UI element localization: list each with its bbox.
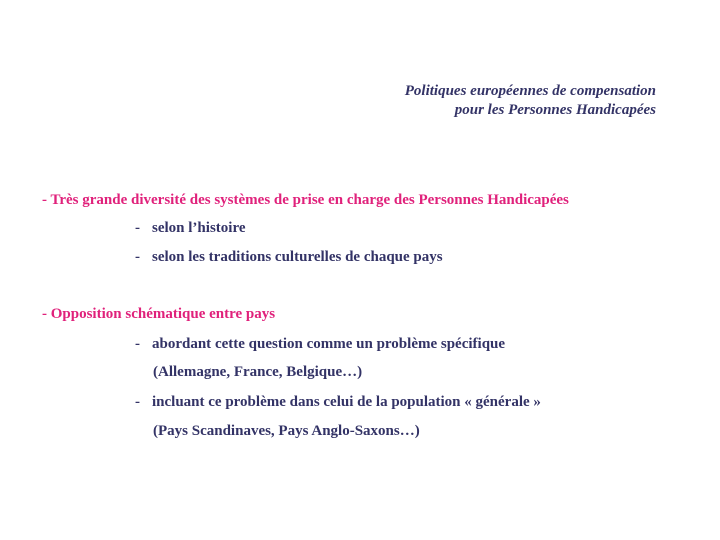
bullet-traditions — [135, 247, 443, 267]
section-heading-diversity: - Très grande diversité des systèmes de prise en charge des Personnes Handicapées — [42, 192, 569, 208]
bullet-text: les traditions culturelles de chaque pays — [184, 249, 443, 265]
bullet-text: l’histoire — [184, 220, 246, 236]
bullet-lead: abordant — [152, 336, 212, 352]
slide-title — [405, 82, 656, 120]
section-heading-opposition: - Opposition schématique entre pays — [42, 306, 276, 322]
bullet-lead: incluant — [152, 394, 205, 410]
bullet-dash: - — [135, 394, 140, 410]
bullet-dash: - — [135, 249, 140, 265]
bullet-text: cette question comme un problème spécifique — [211, 336, 506, 352]
bullet-dash: - — [135, 220, 140, 236]
title-line-1: Politiques européennes de compensation — [404, 83, 656, 99]
bullet-general-population — [135, 392, 541, 412]
bullet-lead: selon — [152, 220, 185, 236]
bullet-dash: - — [135, 336, 140, 352]
bullet-text: ce problème dans celui de la population « générale » — [204, 394, 541, 410]
bullet-lead: selon — [152, 249, 185, 265]
countries-note-1: (Allemagne, France, Belgique…) — [153, 364, 363, 380]
title-line-2: pour les Personnes Handicapées — [454, 102, 656, 118]
countries-note-2: (Pays Scandinaves, Pays Anglo-Saxons…) — [153, 423, 420, 439]
bullet-history — [135, 218, 245, 238]
bullet-specific-problem — [135, 334, 505, 354]
